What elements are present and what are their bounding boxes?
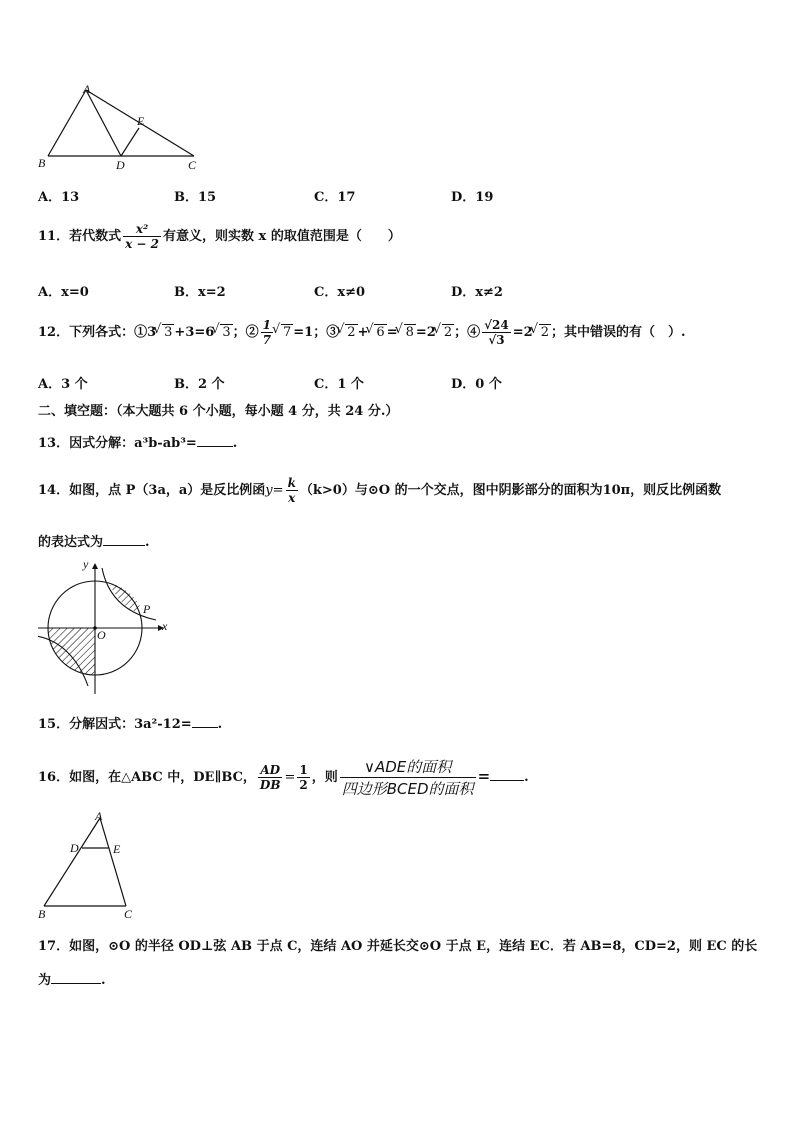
triangle-figure-q16 [36, 808, 140, 922]
question-12 [38, 318, 686, 347]
axis-x-label: x [162, 619, 168, 633]
label-d: D [116, 158, 125, 172]
question-16 [38, 756, 529, 799]
q16-fraction-half [297, 763, 309, 792]
triangle-figure-q10 [36, 84, 211, 174]
q12-item4-eq: =2 [512, 325, 533, 340]
q13-answer-blank[interactable] [197, 446, 233, 447]
q16-fraction-ad-db [258, 763, 283, 792]
q17-line2-end: . [101, 973, 106, 988]
q14-func-eq: = [272, 483, 284, 498]
q12-item3-eq2: =2 [415, 325, 436, 340]
q12-sep1: ； [232, 325, 246, 340]
q11-prefix: 11．若代数式 [38, 229, 122, 244]
q12-item3: ③ [326, 325, 340, 340]
q12-item2-end: =1； [293, 325, 327, 340]
q12-item4: ④ [467, 325, 481, 340]
q16-area-num: ∨ADE的面积 [364, 758, 452, 776]
circle-hyperbola-figure [38, 558, 172, 696]
q12-sep3: ； [454, 325, 468, 340]
q16-area-ratio [340, 756, 476, 799]
q12-item3-sqrt2: √ 6 [374, 324, 386, 340]
q12-item2-den: 7 [262, 333, 271, 347]
q12-option-c[interactable]: C．1 个 [314, 377, 364, 392]
q12-item2-sqrt: √ 7 [281, 324, 293, 340]
q10-option-a[interactable]: A．13 [38, 190, 80, 205]
q12-item4-sqrt: √ 2 [539, 324, 551, 340]
q14-answer-blank[interactable] [103, 545, 145, 546]
label-c: C [188, 158, 197, 172]
question-14-line2 [38, 531, 150, 550]
q13-end: . [232, 436, 238, 451]
q11-option-d[interactable]: D．x≠2 [451, 285, 503, 300]
q11-option-a[interactable]: A．x=0 [38, 285, 89, 300]
q10-option-c[interactable]: C．17 [314, 190, 356, 205]
q11-option-b[interactable]: B．x=2 [174, 285, 226, 300]
label-a: A [83, 84, 91, 96]
q14-line1-suffix: （k>0）与⊙O 的一个交点，图中阴影部分的面积为10π，则反比例函数 [299, 483, 722, 498]
q12-item1: ①3 [134, 325, 157, 340]
q17-answer-blank[interactable] [51, 983, 101, 984]
q11-denominator: x − 2 [125, 237, 160, 251]
label-a: A [95, 809, 103, 823]
q12-item3-eq: = [386, 325, 398, 340]
q12-item3-sqrt4: √ 2 [442, 324, 454, 340]
q12-item3-plus: + [357, 325, 369, 340]
q15-text: 15．分解因式：3a²-12= [38, 717, 192, 732]
q16-area-den: 四边形BCED的面积 [340, 777, 476, 799]
q12-item4-num: √24 [484, 318, 509, 332]
q16-answer-blank[interactable] [490, 780, 524, 781]
q12-item1-sqrt: √ 3 [162, 324, 174, 340]
q12-item3-sqrt1: √ 2 [345, 324, 357, 340]
q12-item2: ② [245, 325, 259, 340]
section-2-header: 二、填空题：（本大题共 6 个小题，每小题 4 分，共 24 分.） [38, 404, 399, 419]
q11-option-c[interactable]: C．x≠0 [314, 285, 366, 300]
q10-option-b[interactable]: B．15 [174, 190, 217, 205]
q16-mid: ，则 [311, 770, 338, 785]
q16-frac2-num: 1 [299, 763, 308, 777]
q16-prefix: 16．如图，在△ABC 中，DE∥BC， [38, 770, 256, 785]
q12-suffix: ；其中错误的有（ ）. [550, 325, 686, 340]
q14-func-y: y [265, 483, 273, 498]
q11-numerator: x² [135, 222, 149, 236]
label-e: E [113, 842, 121, 856]
label-b: B [38, 907, 46, 921]
q14-line2-end: . [145, 535, 150, 550]
question-11 [38, 222, 401, 251]
axis-y-label: y [83, 558, 89, 571]
point-p-label: P [143, 602, 151, 616]
question-17-line1: 17．如图，⊙O 的半径 OD⊥弦 AB 于点 C，连结 AO 并延长交⊙O 于点 E，连结 EC．若 AB=8，CD=2，则 EC 的长 [38, 939, 758, 954]
q15-answer-blank[interactable] [192, 727, 218, 728]
q12-prefix: 12．下列各式： [38, 325, 135, 340]
q12-item3-sqrt3: √ 8 [404, 324, 416, 340]
q16-frac-num: AD [260, 763, 281, 777]
q10-option-d[interactable]: D．19 [451, 190, 494, 205]
q12-item1-mid: +3=6 [174, 325, 215, 340]
label-c: C [124, 907, 133, 921]
q16-eq: = [284, 770, 296, 785]
q14-fraction [286, 476, 298, 505]
q13-text: 13．因式分解：a³b-ab³= [38, 436, 197, 451]
q11-suffix: 有意义，则实数 x 的取值范围是（ ） [163, 229, 401, 244]
q12-option-a[interactable]: A．3 个 [38, 377, 88, 392]
q14-line1-prefix: 14．如图，点 P（3a，a）是反比例函 [38, 483, 266, 498]
question-15 [38, 713, 222, 732]
q11-fraction [123, 222, 161, 251]
q12-item4-den: √3 [482, 332, 511, 347]
q12-item4-fraction [482, 318, 511, 347]
q12-option-b[interactable]: B．2 个 [174, 377, 225, 392]
q14-line2: 的表达式为 [38, 535, 104, 550]
q12-option-d[interactable]: D．0 个 [451, 377, 502, 392]
q12-item1-sqrt2: √ 3 [220, 324, 232, 340]
q16-frac2-den: 2 [299, 778, 308, 792]
q15-end: . [217, 717, 223, 732]
question-13 [38, 432, 237, 451]
q16-frac-den: DB [259, 778, 281, 792]
label-e: E [137, 114, 145, 128]
origin-label: O [97, 628, 106, 642]
label-b: B [38, 156, 46, 170]
question-17-line2 [38, 969, 106, 988]
q17-line2: 为 [38, 973, 52, 988]
q14-frac-num: k [287, 476, 296, 490]
q12-item2-num: 1 [262, 318, 271, 332]
q16-suffix: = [477, 767, 491, 785]
q14-frac-den: x [286, 490, 298, 505]
question-14-line1 [38, 476, 721, 505]
q16-end: . [524, 770, 529, 785]
label-d: D [70, 841, 79, 855]
